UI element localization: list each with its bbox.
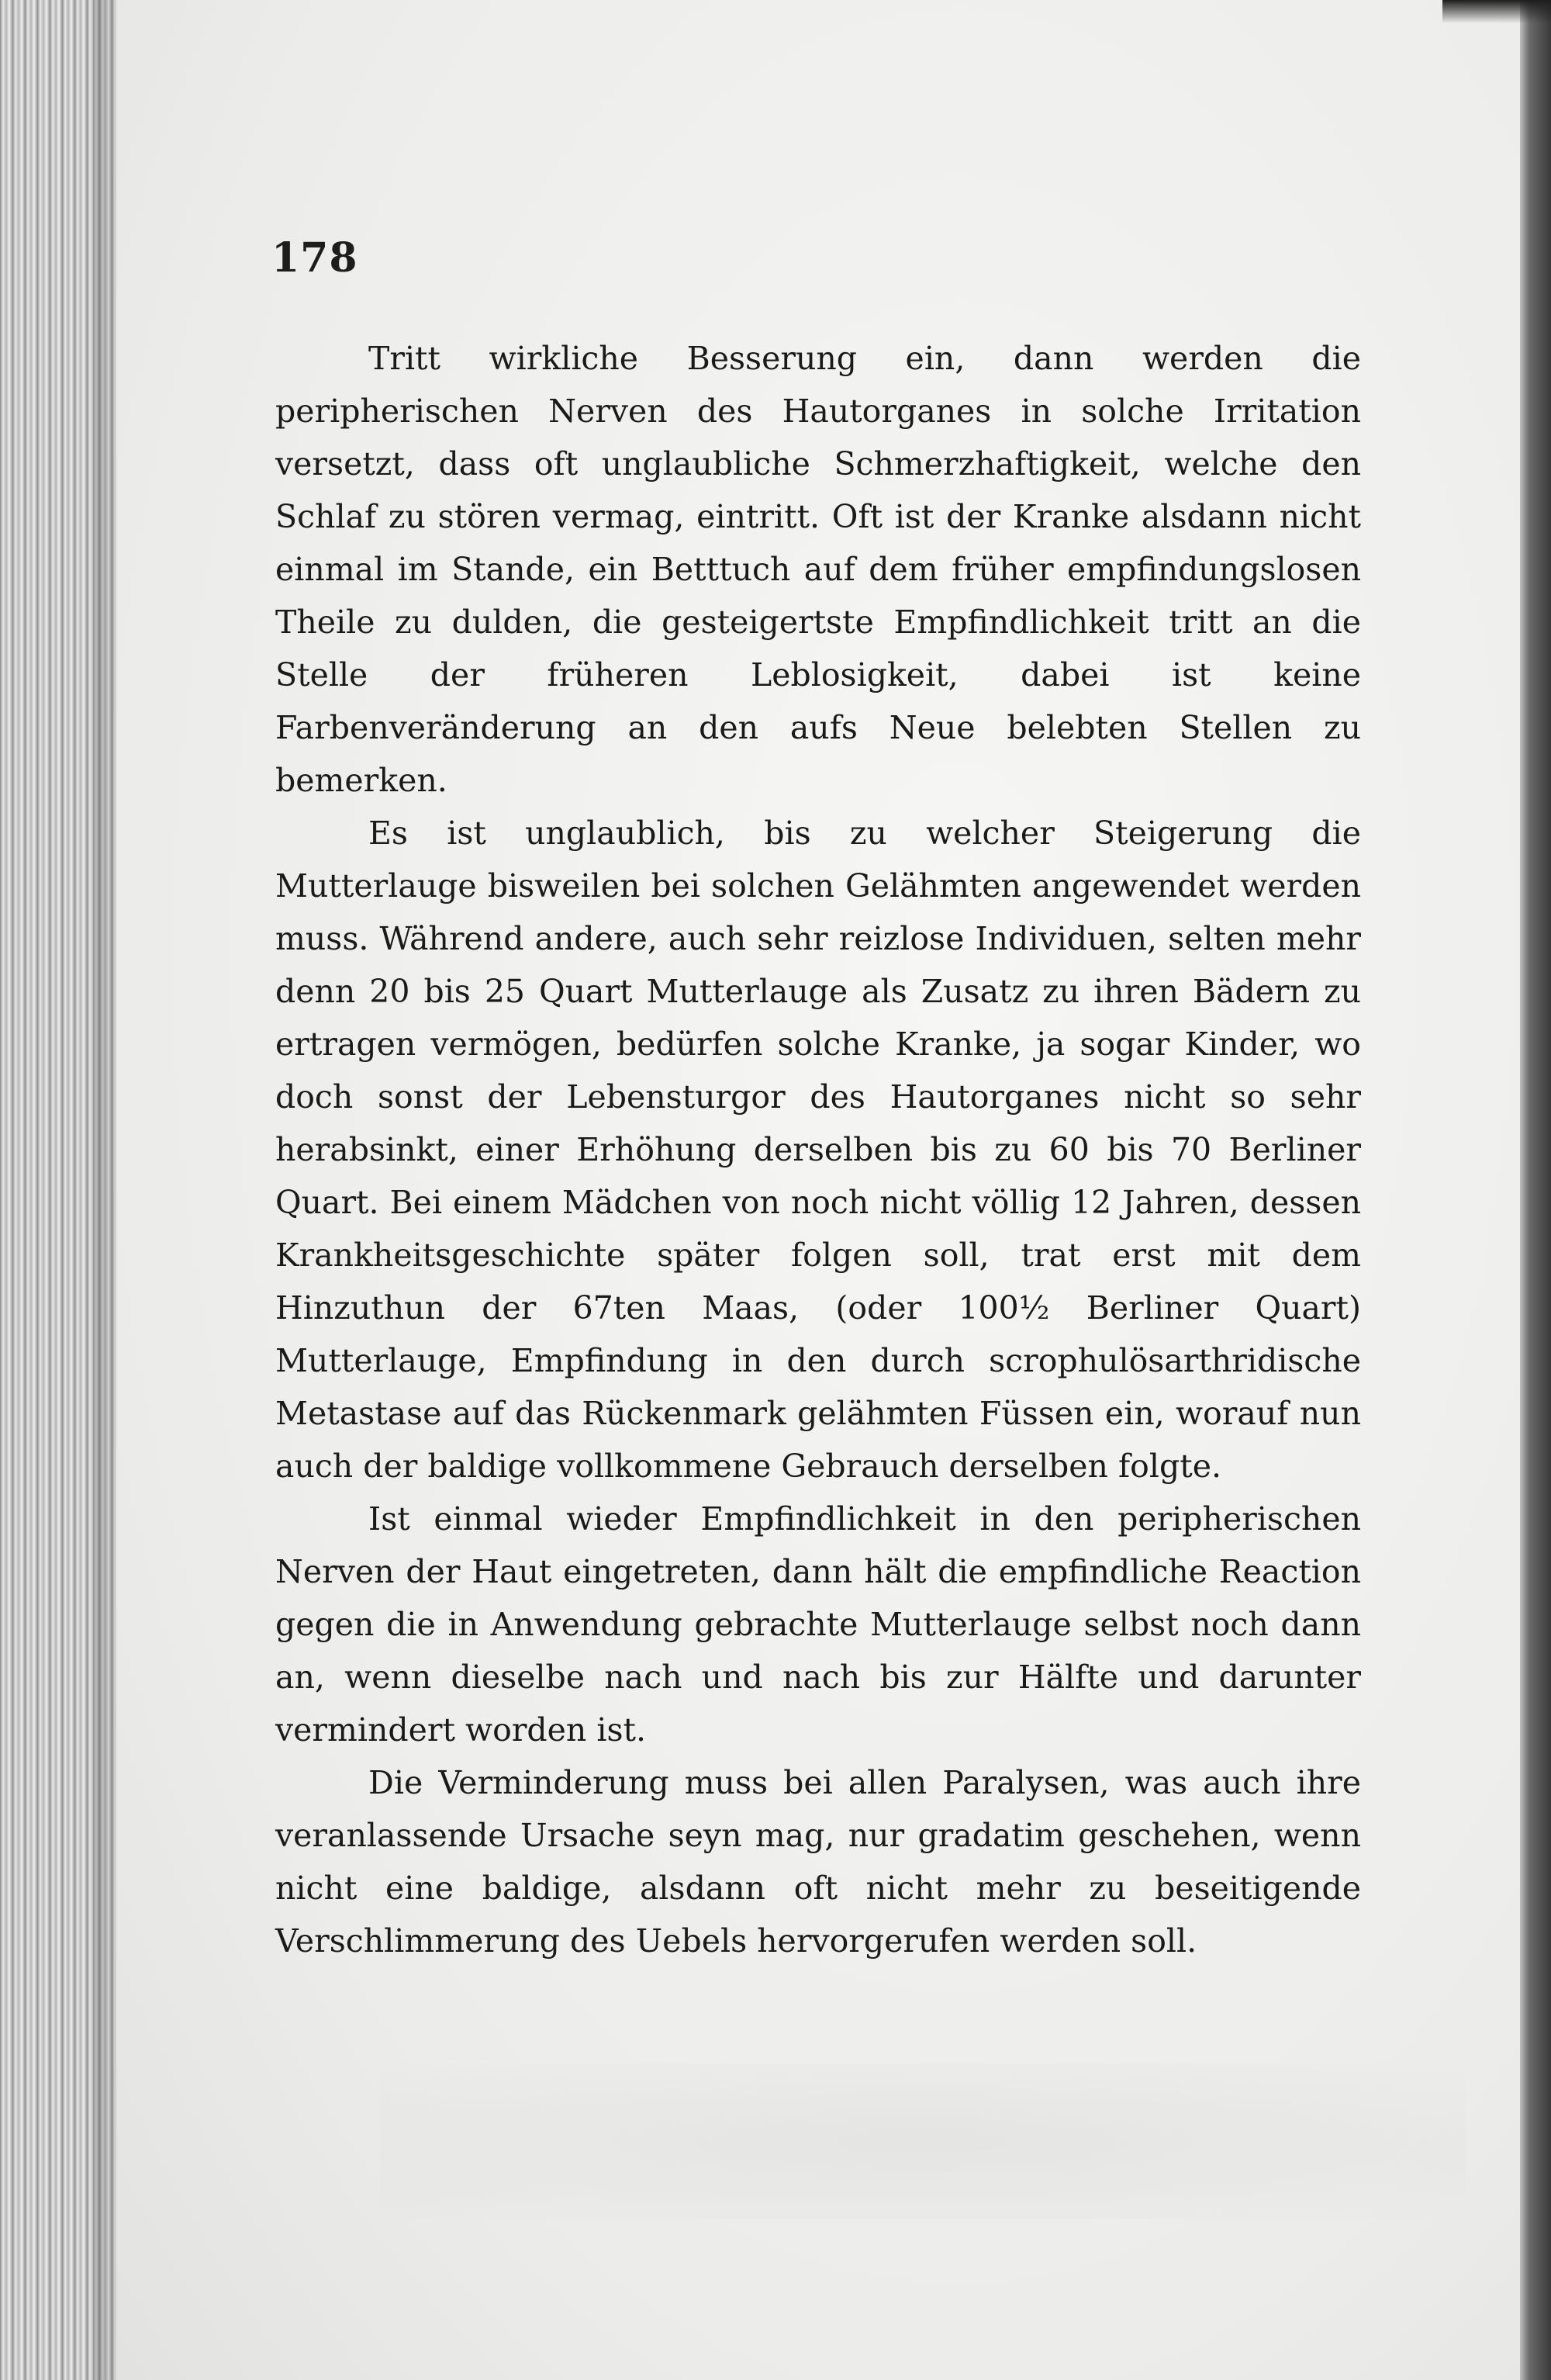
page-number: 178 [271,234,358,282]
page-top-corner-shadow [1442,0,1551,23]
paragraph-3: Ist einmal wieder Empfindlichkeit in den peripherischen Nerven der Haut eingetreten, dann hält die empfindliche Reaction gegen die in Anwendung gebrachte Mutterlauge selbst noch dann an, wenn dieselbe nach und nach bis zur Hälfte und darunter vermindert worden ist. [275,1500,1361,1749]
paragraph-4: Die Verminderung muss bei allen Paralysen, was auch ihre veranlassende Ursache seyn mag, nur gradatim geschehen, wenn nicht eine baldige, alsdann oft nicht mehr zu beseitigende Verschlimmerung des Uebels hervorgerufen werden soll. [275,1764,1361,1960]
page-right-edge [1520,0,1551,2380]
body-text [275,332,1361,1967]
paragraph-2: Es ist unglaublich, bis zu welcher Steigerung die Mutterlauge bisweilen bei solchen Gelähmten angewendet werden muss. Während andere, auch sehr reizlose Individuen, selten mehr denn 20 bis 25 Quart Mutterlauge als Zusatz zu ihren Bädern zu ertragen vermögen, bedürfen solche Kranke, ja sogar Kinder, wo doch sonst der Lebensturgor des Hautorganes nicht so sehr herabsinkt, einer Erhöhung derselben bis zu 60 bis 70 Berliner Quart. Bei einem Mädchen von noch nicht völlig 12 Jahren, dessen Krankheitsgeschichte später folgen soll, trat erst mit dem Hinzuthun der 67ten Maas, (oder 100½ Berliner Quart) Mutterlauge, Empfindung in den durch scrophulösarthridische Metastase auf das Rückenmark gelähmten Füssen ein, worauf nun auch der baldige vollkommene Gebrauch derselben folgte. [275,815,1361,1485]
paragraph-1: Tritt wirkliche Besserung ein, dann werden die peripherischen Nerven des Hautorganes in solche Irritation versetzt, dass oft unglaubliche Schmerzhaftigkeit, welche den Schlaf zu stören vermag, eintritt. Oft ist der Kranke alsdann nicht einmal im Stande, ein Betttuch auf dem früher empfindungslosen Theile zu dulden, die gesteigertste Empfindlichkeit tritt an die Stelle der früheren Leblosigkeit, dabei ist keine Farbenveränderung an den aufs Neue belebten Stellen zu bemerken. [275,340,1361,799]
bleed-through-shadow [380,2063,1466,2219]
